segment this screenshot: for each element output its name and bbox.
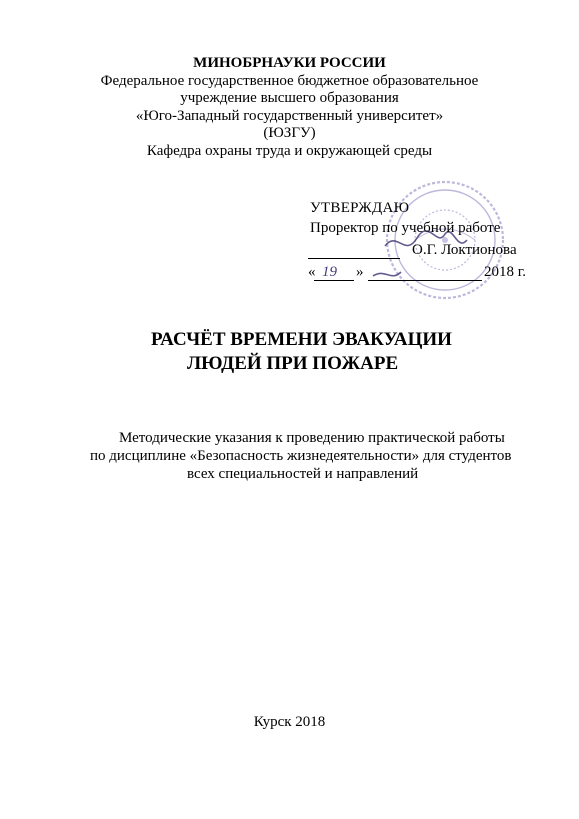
city-year: Курск 2018 <box>253 714 326 730</box>
ministry-name: МИНОБРНАУКИ РОССИИ <box>193 55 386 71</box>
description-line-1: Методические указания к проведению практической работы <box>119 430 505 446</box>
date-quote-open: « <box>308 264 316 280</box>
approval-block <box>290 178 579 303</box>
stamp-icon <box>345 178 535 303</box>
date-year: 2018 г. <box>484 264 526 280</box>
approval-title: УТВЕРЖДАЮ <box>310 200 410 216</box>
description-line-3: всех специальностей и направлений <box>187 466 419 482</box>
description-line-2: по дисциплине «Безопасность жизнедеятельности» для студентов <box>90 448 512 464</box>
approval-position: Проректор по учебной работе <box>310 220 501 236</box>
title-line-1: РАСЧЁТ ВРЕМЕНИ ЭВАКУАЦИИ <box>151 329 452 350</box>
day-underline <box>314 280 354 281</box>
date-quote-close: » <box>356 264 364 280</box>
institution-line-2: учреждение высшего образования <box>180 90 399 106</box>
signature-underline <box>308 258 400 259</box>
institution-line-1: Федеральное государственное бюджетное образовательное <box>100 72 479 89</box>
month-underline <box>368 280 482 281</box>
date-day: 19 <box>322 264 337 280</box>
department-name: Кафедра охраны труда и окружающей среды <box>146 142 433 159</box>
university-abbreviation: (ЮЗГУ) <box>263 125 316 141</box>
approver-name: О.Г. Локтионова <box>412 242 517 258</box>
university-name: «Юго-Западный государственный университет» <box>135 107 444 124</box>
header-block <box>0 55 579 160</box>
title-line-2: ЛЮДЕЙ ПРИ ПОЖАРЕ <box>187 353 399 374</box>
